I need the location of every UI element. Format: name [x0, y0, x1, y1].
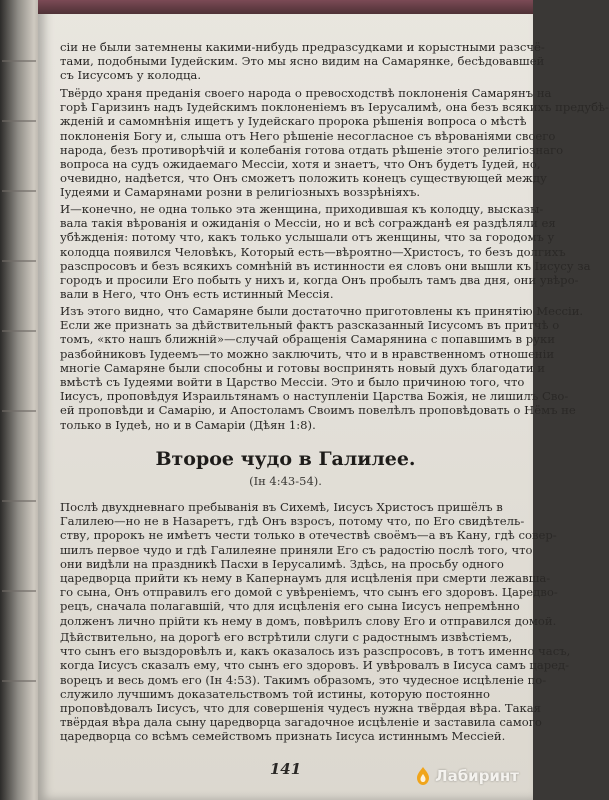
- adjacent-page-line: [2, 120, 36, 122]
- text-line: горѣ Гаризинъ надъ Іудейскимъ поклоненіемъ въ Іерусалимѣ, она безъ всякихъ предубѣ-: [60, 100, 609, 115]
- text-line: И—конечно, не одна только эта женщина, приходившая къ колодцу, высказы-: [60, 202, 544, 216]
- text-line: царедворца со всѣмъ семействомъ признать Іисуса истиннымъ Мессіей.: [60, 729, 506, 744]
- text-line: служило лучшимъ доказательствомъ той истины, которую постоянно: [60, 686, 490, 701]
- text-line: царедворца прийти къ нему в Капернаумъ для исцѣленія при смерти лежавша-: [60, 571, 551, 586]
- text-line: шилъ первое чудо и гдѣ Галилеяне приняли Его съ радостію послѣ того, что: [60, 542, 533, 557]
- paragraph: [60, 304, 584, 432]
- text-line: колодца появился Человѣкъ, Который есть—вѣроятно—Христосъ, то безъ долгихъ: [60, 244, 566, 259]
- text-line: проповѣдовалъ Іисусъ, что для совершенія чудесъ нужна твёрдая вѣра. Такая: [60, 701, 541, 716]
- text-line: вали в Него, что Онъ есть истинный Мессія.: [60, 287, 334, 302]
- text-line: Изъ этого видно, что Самаряне были достаточно приготовлены къ принятію Мессіи.: [60, 304, 584, 318]
- text-line: Если же признать за дѣйствительный фактъ разсказанный Іисусомъ въ притчѣ о: [60, 318, 560, 333]
- paragraph: [60, 86, 609, 200]
- text-line: многіе Самаряне были способны и готовы воспринять новый духъ благодати и: [60, 360, 546, 375]
- text-line: ворецъ и весь домъ его (Ін 4:53). Такимъ образомъ, это чудесное исцѣленіе по-: [60, 672, 547, 687]
- text-line: томъ, «кто нашъ ближній»—случай обращенія Самарянина с попавшимъ в руки: [60, 332, 555, 347]
- text-line: только в Іудеѣ, но и в Самаріи (Дѣян 1:8).: [60, 417, 316, 432]
- text-line: го сына, Онъ отправилъ его домой с увѣреніемъ, что сынъ его здоровъ. Царедво-: [60, 585, 558, 600]
- text-line: жденій и самомнѣнія ищетъ у Іудейскаго пророка рѣшенія вопроса о мѣстѣ: [60, 114, 527, 129]
- adjacent-page-edge: [0, 0, 40, 800]
- text-line: долженъ лично прійти къ нему в домъ, повѣрилъ слову Его и отправился домой.: [60, 613, 557, 628]
- paragraph: [60, 630, 571, 744]
- text-line: ей проповѣди и Самарію, и Апостоламъ Своимъ повелѣлъ проповѣдовать о Нёмъ не: [60, 403, 576, 418]
- adjacent-page-line: [2, 60, 36, 62]
- adjacent-page-line: [2, 330, 36, 332]
- text-line: ству, пророкъ не имѣетъ чести только в отечествѣ своёмъ—а въ Кану, гдѣ совер-: [60, 528, 557, 543]
- paragraph: [60, 202, 591, 302]
- text-line: когда Іисусъ сказалъ ему, что сынъ его здоровъ. И увѣровалъ в Іисуса самъ царед-: [60, 658, 570, 673]
- text-line: съ Іисусомъ у колодца.: [60, 68, 201, 83]
- text-line: вопроса на судъ ожидаемаго Мессіи, хотя и знаетъ, что Онъ будетъ Іудей, но,: [60, 157, 541, 172]
- labirint-logo-icon: [415, 766, 431, 786]
- text-line: вмѣстѣ съ Іудеями войти в Царство Мессіи. Это и было причиною того, что: [60, 375, 525, 390]
- paragraph: [60, 500, 558, 628]
- text-line: Послѣ двухдневнаго пребыванія въ Сихемѣ, Іисусъ Христосъ пришёлъ в: [60, 500, 503, 514]
- section-title: Второе чудо в Галилее.: [155, 448, 416, 470]
- watermark: [415, 766, 519, 786]
- adjacent-page-line: [2, 190, 36, 192]
- text-line: разбойниковъ Іудеемъ—то можно заключить, что и в нравственномъ отношеніи: [60, 346, 555, 361]
- text-line: городъ и просили Его побыть у нихъ и, когда Онъ пробылъ тамъ два дня, они увѣро-: [60, 273, 579, 288]
- paragraph-continuation: [60, 40, 545, 83]
- text-line: Іисусъ, проповѣдуя Израильтянамъ о наступленіи Царства Божія, не лишилъ Сво-: [60, 389, 569, 404]
- text-line: Іудеями и Самарянами розни в религіозныхъ воззрѣніяхъ.: [60, 185, 421, 200]
- text-line: что сынъ его выздоровѣлъ и, какъ оказалось изъ разспросовъ, в тотъ именно часъ,: [60, 644, 571, 659]
- text-line: они видѣли на праздникѣ Пасхи в Іерусалимѣ. Здѣсь, на просьбу одного: [60, 556, 504, 571]
- text-line: сіи не были затемнены какими-нибудь предразсудками и корыстными разсчё-: [60, 40, 545, 54]
- text-line: вала такія вѣрованія и ожиданія о Мессіи, но и всѣ согражданѣ ея раздѣляли ея: [60, 216, 556, 231]
- text-line: Твёрдо храня преданія своего народа о превосходствѣ поклоненія Самарянъ на: [60, 86, 552, 100]
- cover-edge: [38, 0, 533, 14]
- text-line: Дѣйствительно, на дорогѣ его встрѣтили слуги с радостнымъ извѣстіемъ,: [60, 630, 513, 644]
- text-line: тами, подобными Іудейским. Это мы ясно видим на Самарянке, бесѣдовавшей: [60, 54, 545, 69]
- adjacent-page-line: [2, 590, 36, 592]
- text-line: разспросовъ и безъ всякихъ сомнѣній въ истинности ея словъ они вышли къ Іисусу за: [60, 258, 591, 273]
- adjacent-page-line: [2, 680, 36, 682]
- text-line: очевидно, надѣется, что Онъ сможетъ положить конецъ существующей между: [60, 171, 547, 186]
- adjacent-page-line: [2, 500, 36, 502]
- text-line: народа, безъ противорѣчій и колебанія готова отдать рѣшеніе этого религіознаго: [60, 142, 564, 157]
- text-line: рецъ, сначала полагавшій, что для исцѣленія его сына Іисусъ непремѣнно: [60, 599, 520, 614]
- section-reference: (Ін 4:43-54).: [249, 474, 322, 488]
- text-line: поклоненія Богу и, слыша отъ Него рѣшеніе несогласное съ вѣрованіями своего: [60, 128, 556, 143]
- text-line: твёрдая вѣра дала сыну царедворца загадочное исцѣленіе и заставила самого: [60, 715, 542, 730]
- text-line: Галилею—но не в Назаретъ, гдѣ Онъ взросъ, потому что, по Его свидѣтель-: [60, 514, 525, 529]
- book-page: [38, 0, 609, 800]
- adjacent-page-line: [2, 410, 36, 412]
- adjacent-page-line: [2, 260, 36, 262]
- page-number: 141: [269, 760, 302, 778]
- watermark-text: Лабиринт: [435, 767, 519, 785]
- text-line: убѣжденія: потому что, какъ только услышали отъ женщины, что за городомъ у: [60, 230, 555, 245]
